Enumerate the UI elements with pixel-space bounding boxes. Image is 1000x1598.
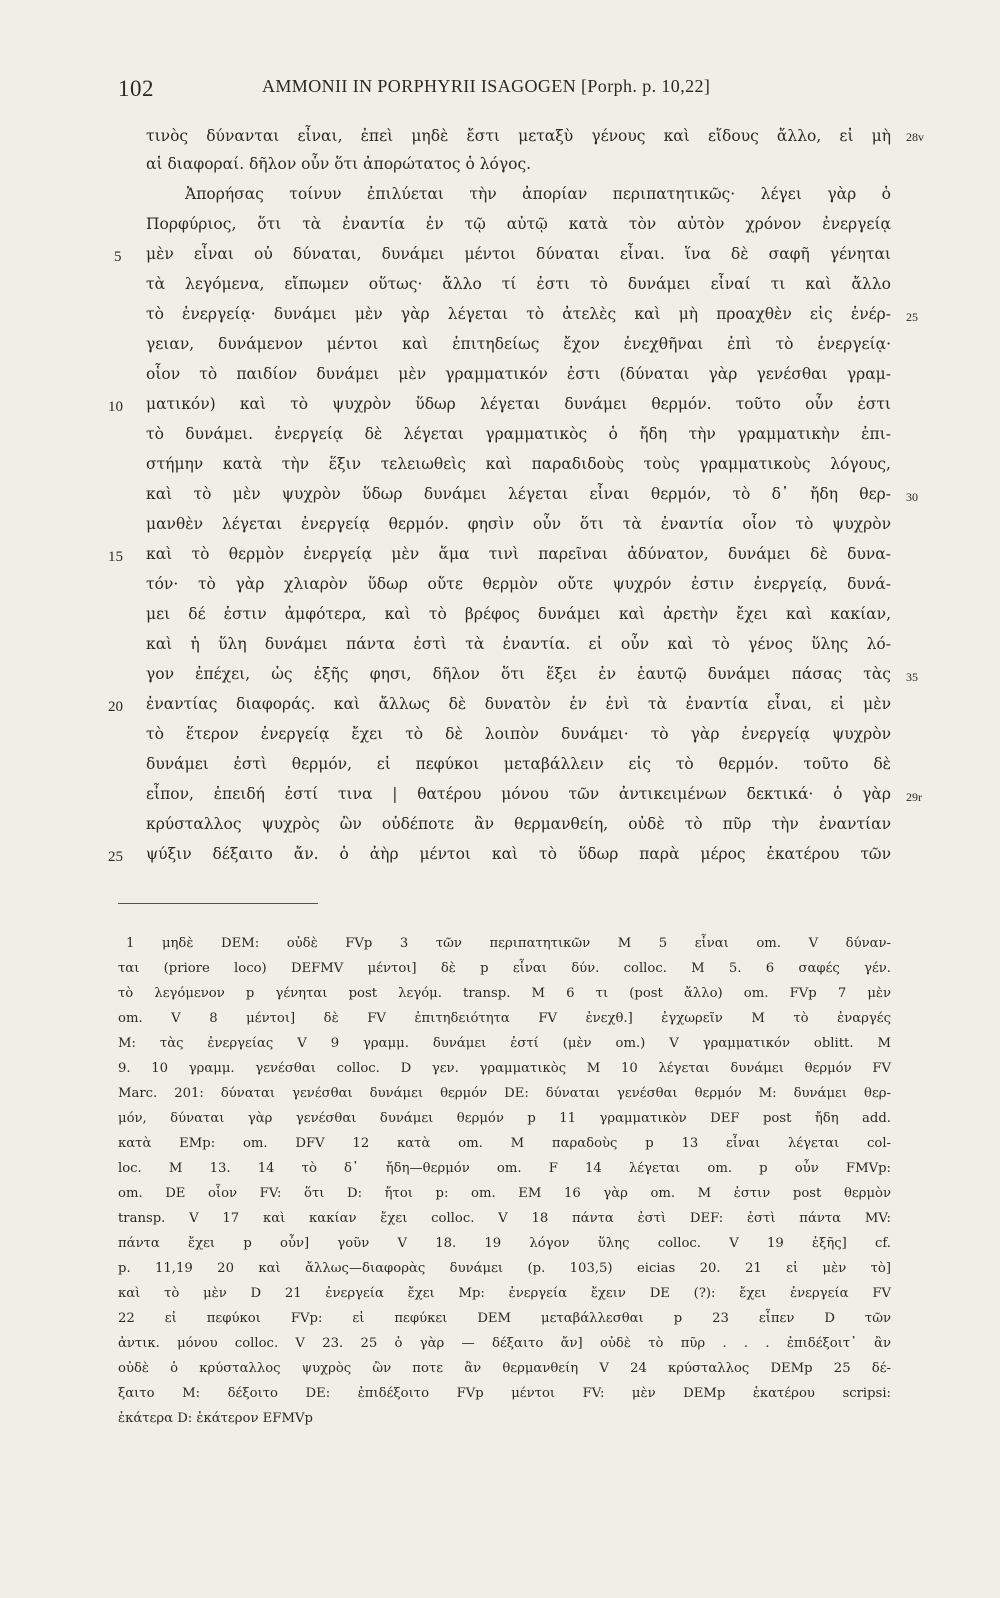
margin-reference: 29r bbox=[906, 790, 922, 804]
text-line: τινὸς δύνανται εἶναι, ἐπεὶ μηδὲ ἔστι μεταξὺ γένους καὶ εἴδους ἄλλο, εἰ μὴ bbox=[146, 127, 891, 145]
apparatus-line: ἀντικ. μόνου colloc. V 23. 25 ὁ γὰρ — δέξαιτο ἄν] οὐδὲ τὸ πῦρ . . . ἐπιδέξοιτ᾽ ἂν bbox=[118, 1336, 891, 1351]
text-line: Πορφύριος, ὅτι τὰ ἐναντία ἐν τῷ αὐτῷ κατὰ τὸν αὐτὸν χρόνον ἐνεργείᾳ bbox=[146, 215, 891, 233]
text-line: μὲν εἶναι οὐ δύναται, δυνάμει μέντοι δύναται εἶναι. ἵνα δὲ σαφῆ γένηται bbox=[146, 245, 891, 263]
apparatus-line: καὶ τὸ μὲν D 21 ἐνεργεία ἔχει Mp: ἐνεργεία ἔχειν DE (?): ἔχει ἐνεργεία FV bbox=[118, 1286, 891, 1301]
text-line: ψύξιν δέξαιτο ἄν. ὁ ἀὴρ μέντοι καὶ τὸ ὕδωρ παρὰ μέρος ἑκατέρου τῶν bbox=[146, 845, 891, 863]
text-line: εἶπον, ἐπειδή ἐστί τινα | θατέρου μόνου τῶν ἀντικειμένων δεκτικά· ὁ γὰρ bbox=[146, 785, 891, 803]
apparatus-line: om. DE οἷον FV: ὅτι D: ἤτοι p: om. EM 16 γὰρ om. M ἐστιν post θερμὸν bbox=[118, 1186, 891, 1201]
page-number: 102 bbox=[118, 76, 154, 101]
text-line: μανθὲν λέγεται ἐνεργείᾳ θερμόν. φησὶν οὖν ὅτι τὰ ἐναντία οἷον τὸ ψυχρὸν bbox=[146, 515, 891, 533]
margin-reference: 28v bbox=[906, 130, 924, 144]
footnote-rule bbox=[118, 903, 318, 904]
apparatus-line: ἑκάτερα D: ἑκάτερον EFMVp bbox=[118, 1411, 313, 1426]
apparatus-line: κατὰ EMp: om. DFV 12 κατὰ om. M παραδοὺς p 13 εἶναι λέγεται col- bbox=[118, 1136, 891, 1151]
apparatus-line: μόν, δύναται γὰρ γενέσθαι δυνάμει θερμόν p 11 γραμματικὸν DEF post ἤδη add. bbox=[118, 1111, 891, 1126]
line-number: 20 bbox=[108, 699, 123, 715]
text-line: οἷον τὸ παιδίον δυνάμει μὲν γραμματικόν ἐστι (δύναται γὰρ γενέσθαι γραμ- bbox=[146, 365, 891, 383]
apparatus-line: ται (priore loco) DEFMV μέντοι] δὲ p εἶναι δύν. colloc. M 5. 6 σαφές γέν. bbox=[118, 961, 891, 976]
margin-reference: 30 bbox=[906, 490, 918, 504]
apparatus-line: οὐδὲ ὁ κρύσταλλος ψυχρὸς ὢν ποτε ἂν θερμανθείη V 24 κρύσταλλος DEMp 25 δέ- bbox=[118, 1361, 891, 1376]
text-line: τὸ δυνάμει. ἐνεργείᾳ δὲ λέγεται γραμματικὸς ὁ ἤδη τὴν γραμματικὴν ἐπι- bbox=[146, 425, 891, 443]
margin-reference: 25 bbox=[906, 310, 918, 324]
text-line: καὶ τὸ μὲν ψυχρὸν ὕδωρ δυνάμει λέγεται εἶναι θερμόν, τὸ δ᾽ ἤδη θερ- bbox=[146, 485, 891, 503]
apparatus-line: loc. M 13. 14 τὸ δ᾽ ἤδη—θερμόν om. F 14 λέγεται om. p οὖν FMVp: bbox=[118, 1161, 891, 1176]
apparatus-line: transp. V 17 καὶ κακίαν ἔχει colloc. V 18 πάντα ἐστὶ DEF: ἐστὶ πάντα MV: bbox=[118, 1211, 891, 1226]
apparatus-line: τὸ λεγόμενον p γένηται post λεγόμ. transp. M 6 τι (post ἄλλο) om. FVp 7 μὲν bbox=[118, 986, 891, 1001]
running-head: AMMONII IN PORPHYRII ISAGOGEN [Porph. p. 10,22] bbox=[262, 76, 711, 96]
text-line: καὶ ἡ ὕλη δυνάμει πάντα ἐστὶ τὰ ἐναντία. εἰ οὖν καὶ τὸ γένος ὕλης λό- bbox=[146, 635, 891, 653]
text-line: δυνάμει ἐστὶ θερμόν, εἰ πεφύκοι μεταβάλλειν εἰς τὸ θερμόν. τοῦτο δὲ bbox=[146, 755, 891, 773]
text-line: ματικόν) καὶ τὸ ψυχρὸν ὕδωρ λέγεται δυνάμει θερμόν. τοῦτο οὖν ἐστι bbox=[146, 395, 891, 413]
line-number: 25 bbox=[108, 849, 123, 865]
text-line: τόν· τὸ γὰρ χλιαρὸν ὕδωρ οὔτε θερμὸν οὔτε ψυχρόν ἐστιν ἐνεργείᾳ, δυνά- bbox=[146, 575, 891, 593]
text-line: γον ἐπέχει, ὡς ἑξῆς φησι, δῆλον ὅτι ἕξει ἐν ἑαυτῷ δυνάμει πάσας τὰς bbox=[146, 665, 891, 683]
text-line: τὸ ἐνεργείᾳ· δυνάμει μὲν γὰρ λέγεται τὸ ἀτελὲς καὶ μὴ προαχθὲν εἰς ἐνέρ- bbox=[146, 305, 891, 323]
text-line: ἐναντίας διαφοράς. καὶ ἄλλως δὲ δυνατὸν ἐν ἑνὶ τὰ ἐναντία εἶναι, εἰ μὲν bbox=[146, 695, 891, 713]
line-number: 15 bbox=[108, 549, 123, 565]
apparatus-line: p. 11,19 20 καὶ ἄλλως—διαφορὰς δυνάμει (p. 103,5) eicias 20. 21 εἰ μὲν τὸ] bbox=[118, 1261, 891, 1276]
text-line: μει δέ ἐστιν ἀμφότερα, καὶ τὸ βρέφος δυνάμει καὶ ἀρετὴν ἔχει καὶ κακίαν, bbox=[146, 605, 891, 623]
apparatus-line: πάντα ἔχει p οὖν] γοῦν V 18. 19 λόγον ὕλης colloc. V 19 ἑξῆς] cf. bbox=[118, 1236, 891, 1251]
text-line: Ἀπορήσας τοίνυν ἐπιλύεται τὴν ἀπορίαν περιπατητικῶς· λέγει γὰρ ὁ bbox=[185, 185, 891, 203]
apparatus-line: 22 εἰ πεφύκοι FVp: εἰ πεφύκει DEM μεταβάλλεσθαι p 23 εἶπεν D τῶν bbox=[118, 1311, 891, 1326]
apparatus-line: 1 μηδὲ DEM: οὐδὲ FVp 3 τῶν περιπατητικῶν M 5 εἶναι om. V δύναν- bbox=[126, 936, 891, 951]
apparatus-line: 9. 10 γραμμ. γενέσθαι colloc. D γεν. γραμματικὸς M 10 λέγεται δυνάμει θερμόν FV bbox=[118, 1061, 891, 1076]
text-line: αἱ διαφοραί. δῆλον οὖν ὅτι ἀπορώτατος ὁ λόγος. bbox=[146, 155, 532, 173]
apparatus-line: ξαιτο M: δέξοιτο DE: ἐπιδέξοιτο FVp μέντοι FV: μὲν DEMp ἑκατέρου scripsi: bbox=[118, 1386, 891, 1401]
apparatus-line: om. V 8 μέντοι] δὲ FV ἐπιτηδειότητα FV ἐνεχθ.] ἐγχωρεῖν M τὸ ἐναργές bbox=[118, 1011, 891, 1026]
line-number: 10 bbox=[108, 399, 123, 415]
text-line: τὰ λεγόμενα, εἴπωμεν οὕτως· ἄλλο τί ἐστι τὸ δυνάμει εἶναί τι καὶ ἄλλο bbox=[146, 275, 891, 293]
apparatus-line: Marc. 201: δύναται γενέσθαι δυνάμει θερμόν DE: δύναται γενέσθαι θερμόν M: δυνάμει θερ- bbox=[118, 1086, 891, 1101]
text-line: στήμην κατὰ τὴν ἕξιν τελειωθεὶς καὶ παραδιδοὺς τοὺς γραμματικοὺς λόγους, bbox=[146, 455, 891, 473]
line-number: 5 bbox=[114, 249, 122, 265]
text-line: γειαν, δυνάμενον μέντοι καὶ ἐπιτηδείως ἔχον ἐνεχθῆναι ἐπὶ τὸ ἐνεργείᾳ· bbox=[146, 335, 891, 353]
margin-reference: 35 bbox=[906, 670, 918, 684]
text-line: κρύσταλλος ψυχρὸς ὢν οὐδέποτε ἂν θερμανθείη, οὐδὲ τὸ πῦρ τὴν ἐναντίαν bbox=[146, 815, 891, 833]
apparatus-line: M: τὰς ἐνεργείας V 9 γραμμ. δυνάμει ἐστί (μὲν om.) V γραμματικόν oblitt. M bbox=[118, 1036, 891, 1051]
text-line: καὶ τὸ θερμὸν ἐνεργείᾳ μὲν ἅμα τινὶ παρεῖναι ἀδύνατον, δυνάμει δὲ δυνα- bbox=[146, 545, 891, 563]
text-line: τὸ ἕτερον ἐνεργείᾳ ἔχει τὸ δὲ λοιπὸν δυνάμει· τὸ γὰρ ἐνεργείᾳ ψυχρὸν bbox=[146, 725, 891, 743]
